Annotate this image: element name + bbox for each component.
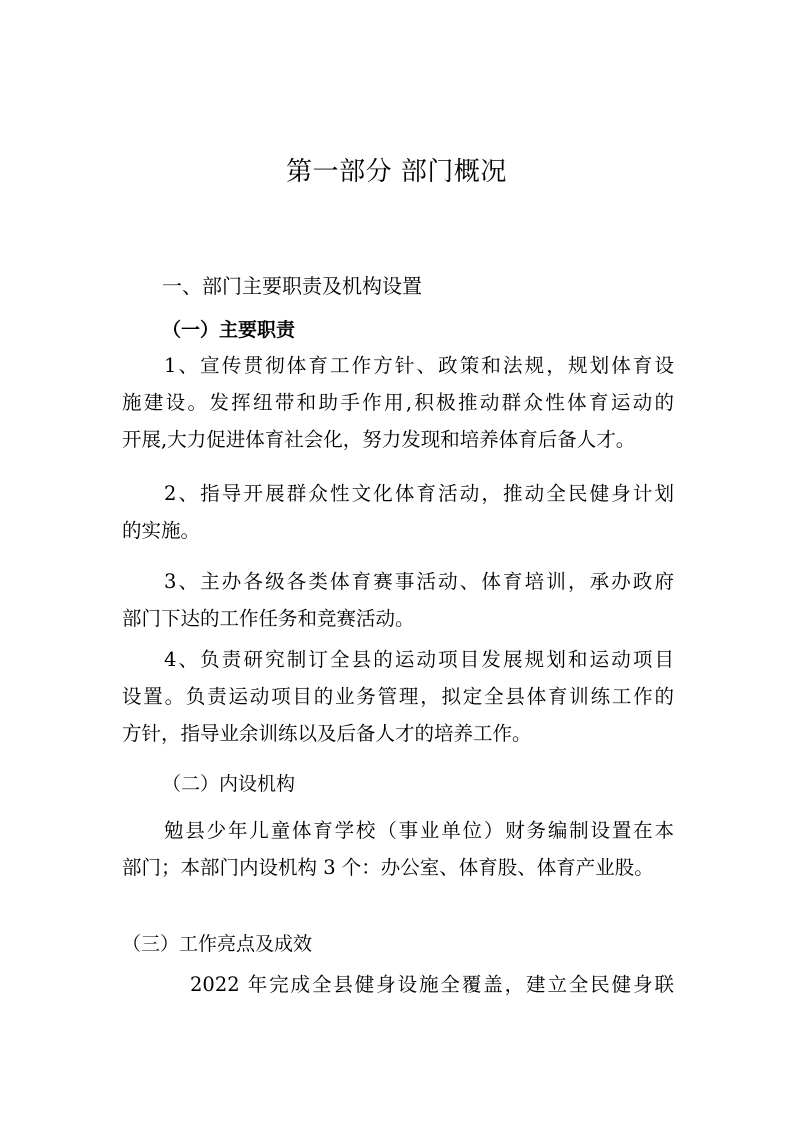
paragraph-line: 方针，指导业余训练以及后备人才的培养工作。 xyxy=(122,722,532,745)
paragraph-line: 勉县少年儿童体育学校（事业单位）财务编制设置在本 xyxy=(164,819,674,842)
duty-paragraph-2 xyxy=(122,475,674,549)
internal-structure-paragraph xyxy=(122,812,674,886)
paragraph-line: 设置。负责运动项目的业务管理，拟定全县体育训练工作的 xyxy=(122,685,674,708)
paragraph-line: 的实施。 xyxy=(122,519,201,542)
paragraph-line: 3、主办各级各类体育赛事活动、体育培训，承办政府 xyxy=(164,570,674,593)
highlights-paragraph xyxy=(122,966,674,1003)
paragraph-line: 2022 年完成全县健身设施全覆盖，建立全民健身联 xyxy=(190,973,674,996)
subsection-heading-internal-structure: （二）内设机构 xyxy=(162,773,296,795)
paragraph-line: 部门下达的工作任务和竞赛活动。 xyxy=(122,607,415,630)
duty-paragraph-3 xyxy=(122,563,674,637)
subsection-heading-highlights: （三）工作亮点及成效 xyxy=(122,933,313,955)
section-heading-duties-and-structure: 一、部门主要职责及机构设置 xyxy=(162,274,422,298)
paragraph-line: 2、指导开展群众性文化体育活动，推动全民健身计划 xyxy=(164,482,674,505)
paragraph-line: 4、负责研究制订全县的运动项目发展规划和运动项目 xyxy=(164,648,674,671)
paragraph-line: 施建设。发挥纽带和助手作用,积极推动群众性体育运动的 xyxy=(122,391,674,414)
subsection-heading-main-duties: （一）主要职责 xyxy=(162,319,296,341)
paragraph-line: 1、宣传贯彻体育工作方针、政策和法规，规划体育设 xyxy=(164,354,674,377)
paragraph-line: 开展,大力促进体育社会化，努力发现和培养体育后备人才。 xyxy=(122,428,636,451)
page-title: 第一部分 部门概况 xyxy=(286,157,507,187)
duty-paragraph-1 xyxy=(122,347,674,458)
paragraph-line: 部门；本部门内设机构 3 个：办公室、体育股、体育产业股。 xyxy=(122,856,654,879)
duty-paragraph-4 xyxy=(122,641,674,752)
